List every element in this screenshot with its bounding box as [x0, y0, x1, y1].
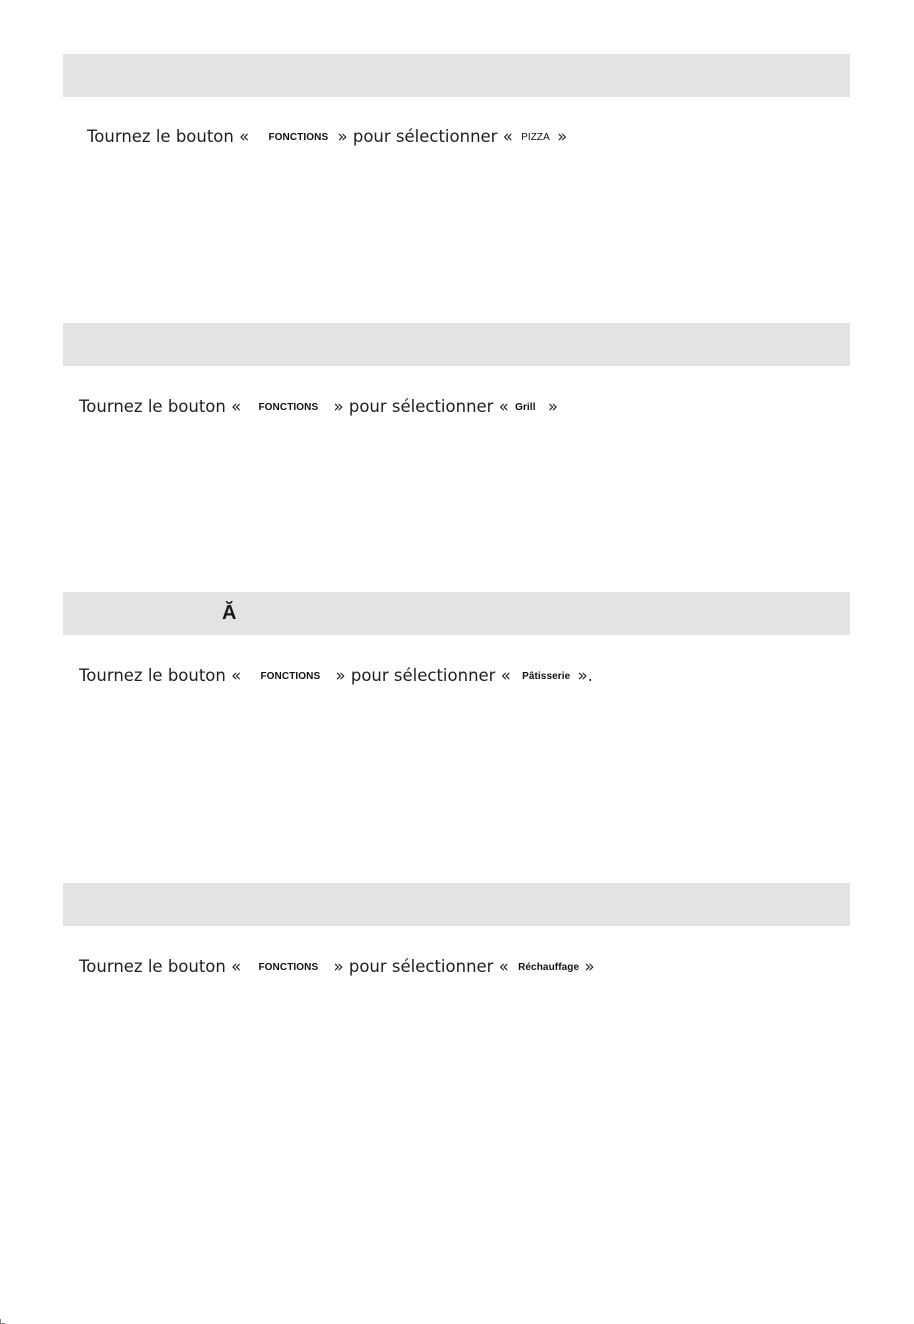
instruction-middle: » pour sélectionner « [333, 397, 509, 416]
instruction-suffix: » [547, 397, 558, 416]
mode-label-rechauffage: Réchauffage [518, 962, 580, 973]
instruction-line-rechauffage [79, 956, 595, 979]
instruction-suffix: » [557, 127, 568, 146]
section-header-bar-rechauffage [63, 883, 850, 926]
mode-label-grill: Grill [515, 402, 536, 413]
section-header-bar-pizza [63, 54, 850, 97]
instruction-middle: » pour sélectionner « [333, 957, 509, 976]
mode-label-patisserie: Pâtisserie [522, 671, 571, 682]
instruction-prefix: Tournez le bouton « [79, 666, 242, 685]
mode-label-pizza: PIZZA [521, 132, 550, 143]
instruction-prefix: Tournez le bouton « [79, 397, 242, 416]
section-header-bar-grill [63, 323, 850, 366]
knob-label-fonctions: FONCTIONS [268, 132, 329, 143]
page-corner-mark [0, 1319, 5, 1324]
instruction-suffix: ». [577, 666, 593, 685]
instruction-line-grill [79, 396, 558, 419]
knob-label-fonctions: FONCTIONS [260, 671, 321, 682]
instruction-middle: » pour sélectionner « [337, 127, 513, 146]
section-heading-glyph: Ă [222, 602, 237, 624]
instruction-suffix: » [584, 957, 595, 976]
instruction-line-patisserie [79, 665, 593, 688]
instruction-prefix: Tournez le bouton « [79, 957, 242, 976]
knob-label-fonctions: FONCTIONS [258, 962, 319, 973]
instruction-line-pizza [87, 126, 567, 149]
instruction-prefix: Tournez le bouton « [87, 127, 250, 146]
knob-label-fonctions: FONCTIONS [258, 402, 319, 413]
instruction-middle: » pour sélectionner « [335, 666, 511, 685]
section-header-bar-patisserie [63, 592, 850, 635]
